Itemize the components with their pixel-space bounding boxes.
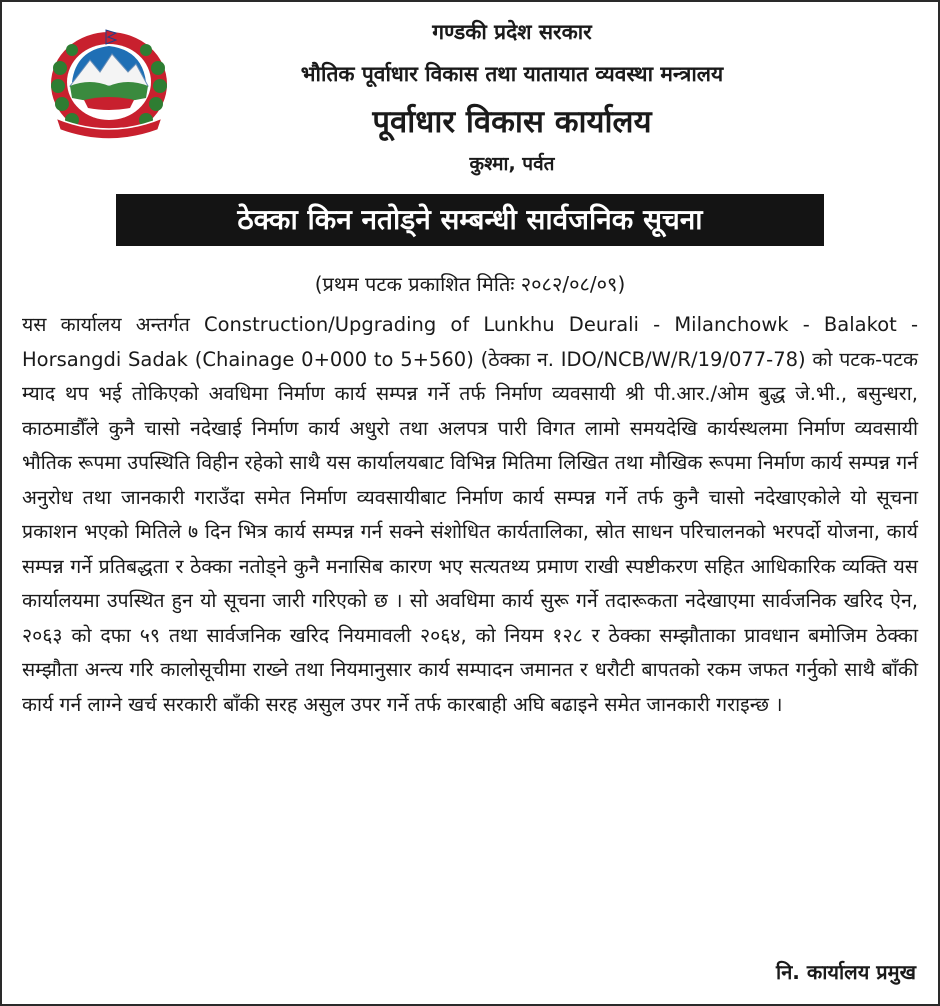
government-name: गण्डकी प्रदेश सरकार bbox=[432, 20, 592, 44]
office-name: पूर्वाधार विकास कार्यालय bbox=[372, 104, 652, 140]
notice-body: यस कार्यालय अन्तर्गत Construction/Upgrading of Lunkhu Deurali - Milanchowk - Balakot - Horsangdi Sadak (Chainage 0+000 to 5+560) (ठेक्का न. IDO/NCB/W/R/19/077-78) को पटक-पटक म्याद थप भई तोकिएको अवधिमा निर्माण कार्य सम्पन्न गर्ने तर्फ निर्माण व्यवसायी श्री पी.आर./ओम बुद्ध जे.भी., बसुन्धरा, काठमाडौँले कुनै चासो नदेखाई निर्माण कार्य अधुरो तथा अलपत्र पारी विगत लामो समयदेखि कार्यस्थलमा निर्माण व्यवसायी भौतिक रूपमा उपस्थिति विहीन रहेको साथै यस कार्यालयबाट विभिन्न मितिमा लिखित तथा मौखिक रूपमा निर्माण कार्य सम्पन्न गर्न अनुरोध तथा जानकारी गराउँदा समेत निर्माण व्यवसायीबाट निर्माण कार्य सम्पन्न गर्ने तर्फ कुनै चासो नदेखाएकोले यो सूचना प्रकाशन भएको मितिले ७ दिन भित्र कार्य सम्पन्न गर्न सक्ने संशोधित कार्यतालिका, स्रोत साधन परिचालनको भरपर्दो योजना, कार्य सम्पन्न गर्ने प्रतिबद्धता र ठेक्का नतोड्ने कुनै मनासिब कारण भए सत्यतथ्य प्रमाण राखी स्पष्टीकरण सहित आधिकारिक व्यक्ति यस कार्यालयमा उपस्थित हुन यो सूचना जारी गरिएको छ । सो अवधिमा कार्य सुरू गर्ने तदारूकता नदेखाएमा सार्वजनिक खरिद ऐन, २०६३ को दफा ५९ तथा सार्वजनिक खरिद नियमावली २०६४, को नियम १२८ र ठेक्का सम्झौताका प्रावधान बमोजिम ठेक्का सम्झौता अन्त्य गरि कालोसूचीमा राख्ने तथा नियमानुसार कार्य सम्पादन जमानत र धरौटी बापतको रकम जफत गर्नुको साथै बाँकी कार्य गर्न लाग्ने खर्च सरकारी बाँकी सरह असुल उपर गर्ने तर्फ कारबाही अघि बढाइने समेत जानकारी गराइन्छ । bbox=[22, 313, 918, 716]
ministry-name: भौतिक पूर्वाधार विकास तथा यातायात व्यवस्था मन्त्रालय bbox=[300, 62, 724, 86]
signature: नि. कार्यालय प्रमुख bbox=[776, 960, 916, 984]
office-location: कुश्मा, पर्वत bbox=[469, 153, 555, 175]
publication-date: (प्रथम पटक प्रकाशित मितिः २०८२/०८/०९) bbox=[314, 272, 626, 296]
notice-title: ठेक्का किन नतोड्ने सम्बन्धी सार्वजनिक सूचना bbox=[116, 194, 824, 246]
